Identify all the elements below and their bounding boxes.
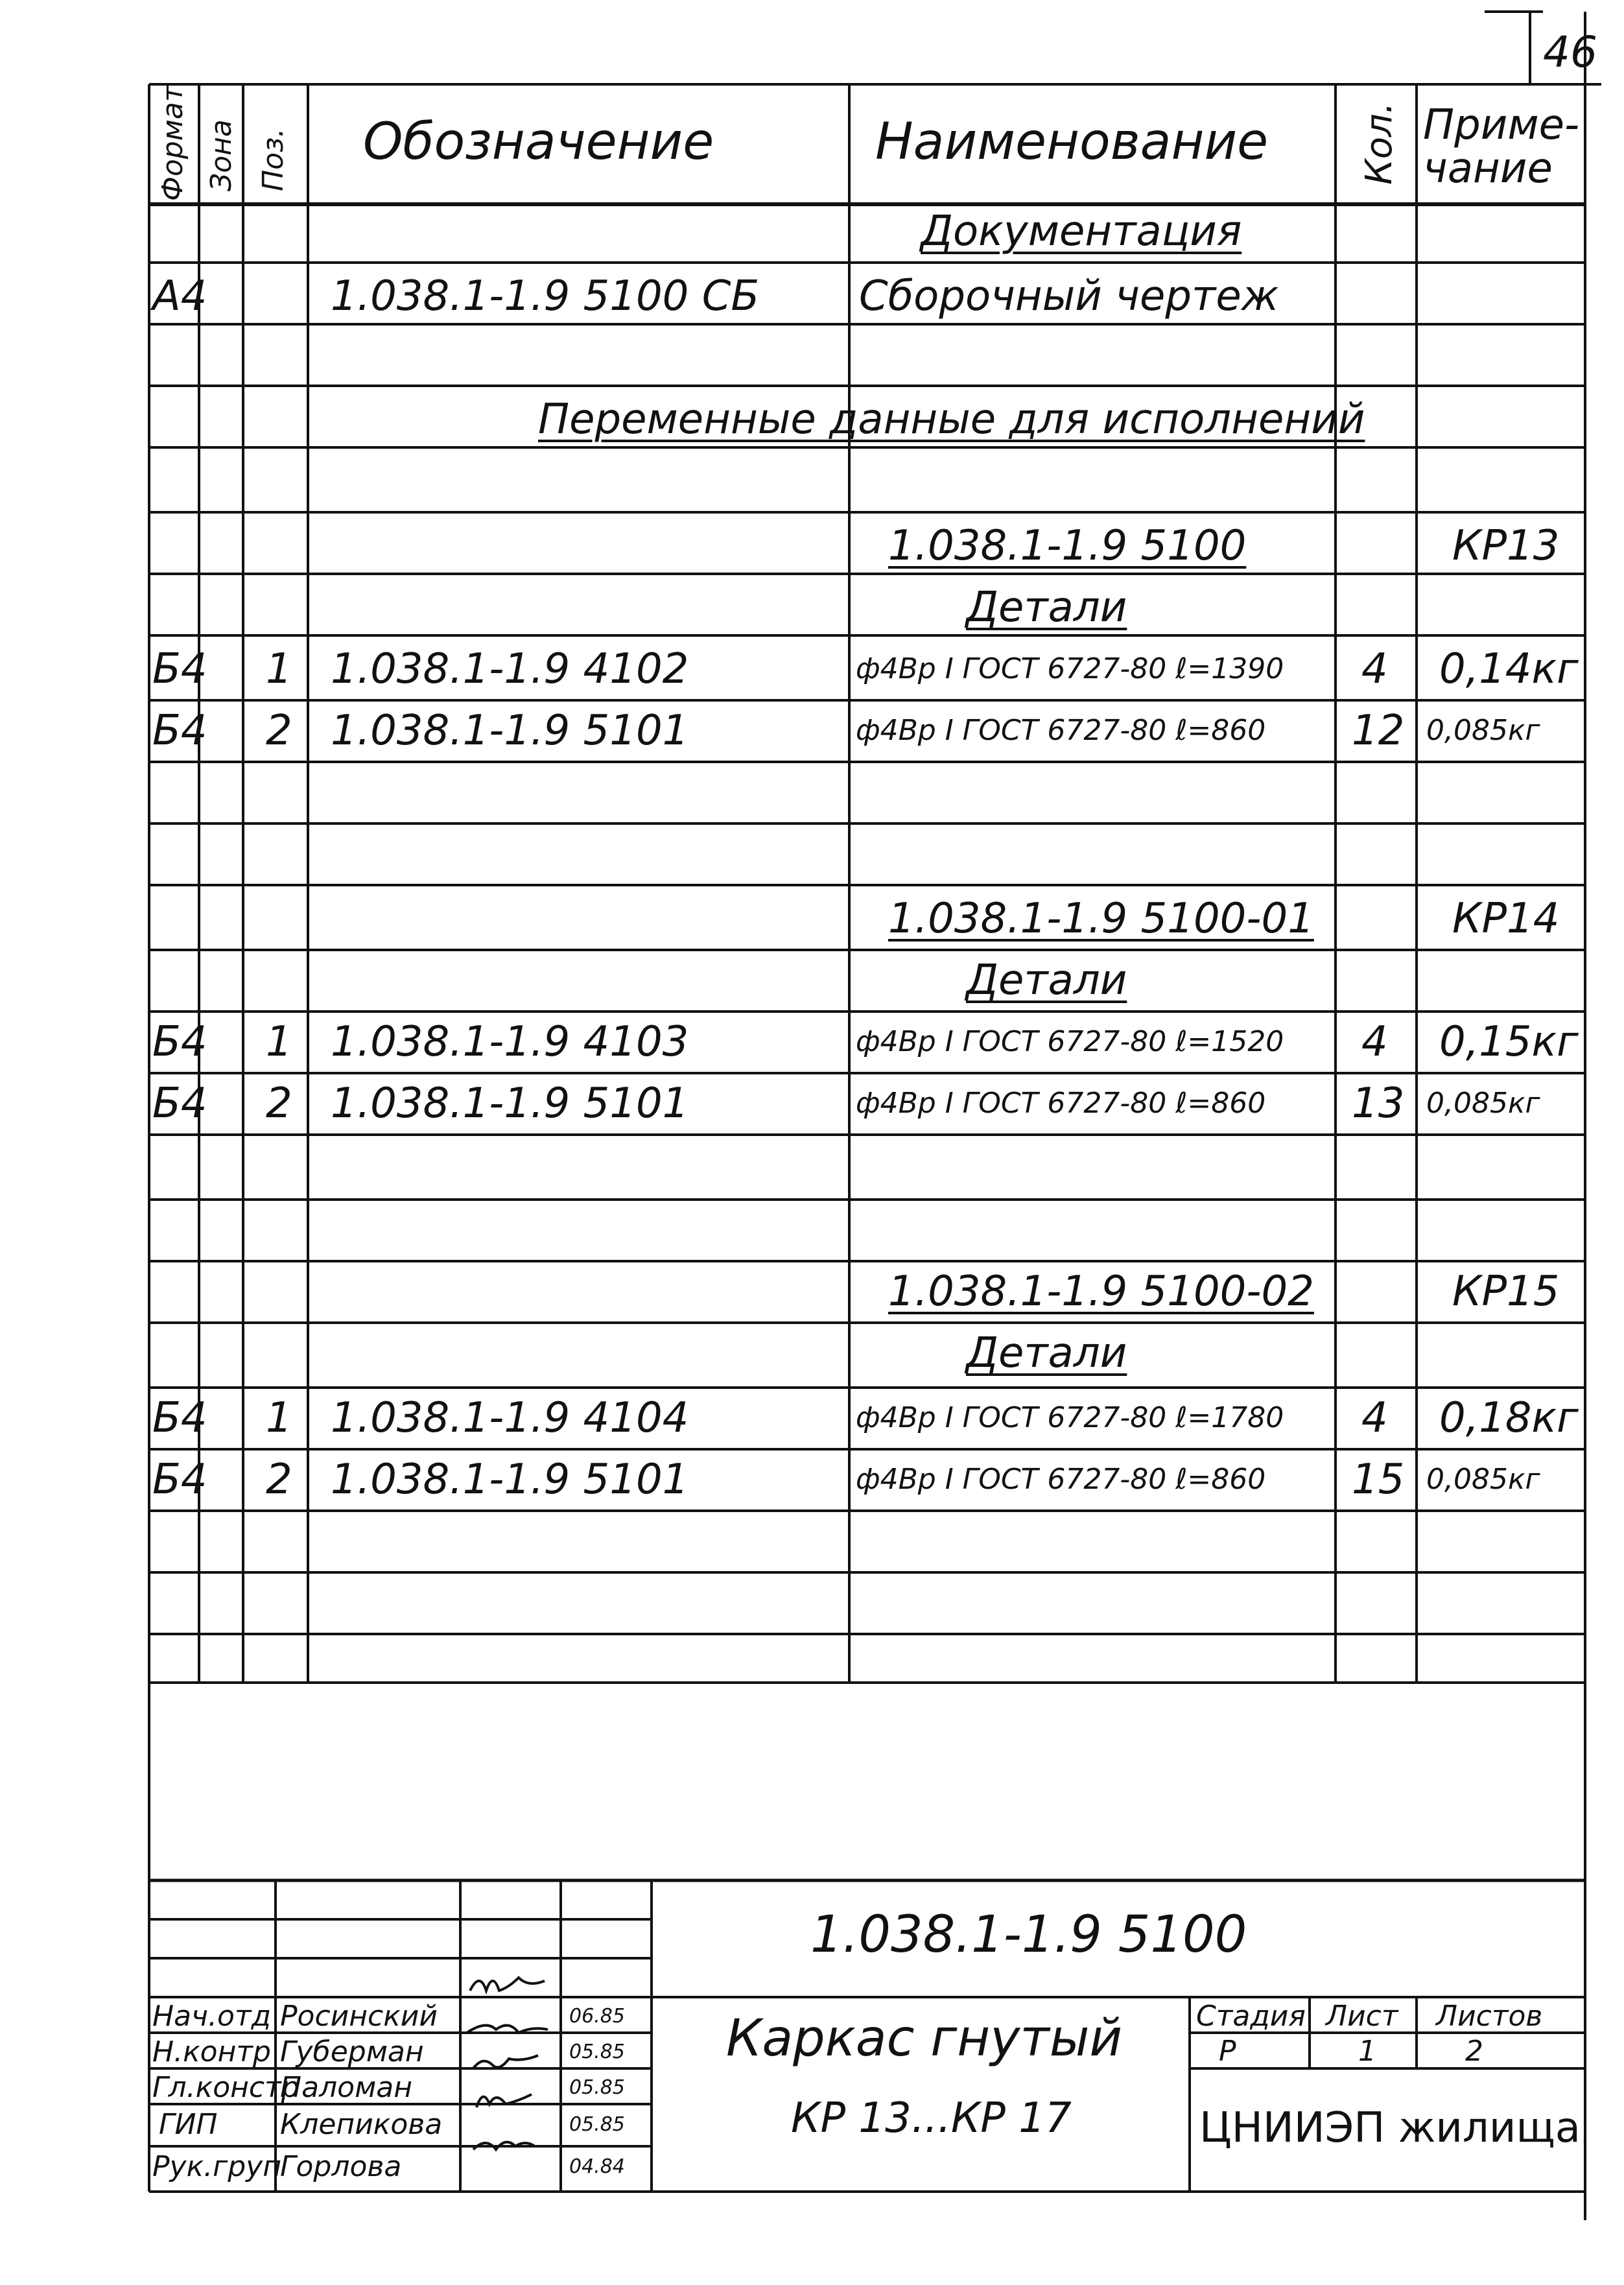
row-pos: 2 — [266, 707, 292, 755]
header-designation: Обозначение — [363, 113, 714, 171]
section-details: Детали — [966, 584, 1127, 632]
row-qty: 15 — [1352, 1456, 1405, 1504]
sheets-value: 2 — [1465, 2035, 1483, 2068]
row-pos: 1 — [266, 1394, 292, 1442]
signature-name: Горлова — [280, 2150, 402, 2183]
row-format: Б4 — [152, 1018, 207, 1066]
signature-date: 05.85 — [569, 2041, 625, 2063]
signature-role: Рук.груп — [152, 2150, 281, 2183]
signature-date: 06.85 — [569, 2005, 625, 2028]
variant-note: КР14 — [1452, 895, 1560, 943]
stage-label: Стадия — [1196, 2000, 1306, 2033]
header-name: Наименование — [875, 113, 1269, 171]
row-pos: 2 — [266, 1456, 292, 1504]
header-note: Приме- чание — [1423, 101, 1580, 193]
sheet-label: Лист — [1326, 2000, 1398, 2033]
header-format: Формат — [156, 85, 189, 201]
variant-code: 1.038.1-1.9 5100-01 — [888, 895, 1314, 943]
row-designation: 1.038.1-1.9 5101 — [331, 1456, 689, 1504]
section-details: Детали — [966, 1329, 1127, 1377]
header-pos: Поз. — [257, 128, 290, 191]
row-format: А4 — [152, 272, 207, 320]
row-name: ф4Вр I ГОСТ 6727-80 ℓ=860 — [856, 1087, 1266, 1120]
title-block-title: Каркас гнутый — [726, 2009, 1123, 2068]
row-format: Б4 — [152, 645, 207, 693]
signature-role: Нач.отд — [152, 2000, 272, 2033]
row-name: ф4Вр I ГОСТ 6727-80 ℓ=860 — [856, 1463, 1266, 1496]
signature-role: ГИП — [159, 2108, 218, 2141]
row-format: Б4 — [152, 1080, 207, 1128]
sheet-value: 1 — [1358, 2035, 1376, 2068]
row-name: ф4Вр I ГОСТ 6727-80 ℓ=1390 — [856, 652, 1284, 685]
row-qty: 4 — [1361, 1018, 1388, 1066]
row-pos: 2 — [266, 1080, 292, 1128]
row-name: ф4Вр I ГОСТ 6727-80 ℓ=1780 — [856, 1401, 1284, 1434]
sheets-label: Листов — [1436, 2000, 1543, 2033]
stage-value: Р — [1219, 2035, 1236, 2068]
row-designation: 1.038.1-1.9 5100 СБ — [331, 272, 760, 320]
section-variable-data: Переменные данные для исполнений — [538, 396, 1365, 444]
title-block-subtitle: КР 13...КР 17 — [791, 2094, 1072, 2142]
row-designation: 1.038.1-1.9 4104 — [331, 1394, 689, 1442]
row-format: Б4 — [152, 1456, 207, 1504]
sheet-number: 46 — [1543, 27, 1597, 77]
signature-name: Паломан — [280, 2071, 413, 2104]
row-designation: 1.038.1-1.9 5101 — [331, 707, 689, 755]
signature-date: 05.85 — [569, 2076, 625, 2099]
section-documentation: Документация — [921, 207, 1242, 255]
row-pos: 1 — [266, 645, 292, 693]
row-note: 0,085кг — [1426, 1463, 1540, 1496]
row-qty: 4 — [1361, 645, 1388, 693]
header-zone: Зона — [205, 119, 238, 191]
row-format: Б4 — [152, 707, 207, 755]
signature-role: Н.контр — [152, 2035, 271, 2068]
row-qty: 4 — [1361, 1394, 1388, 1442]
signature-name: Клепикова — [280, 2108, 443, 2141]
row-note: 0,18кг — [1439, 1394, 1579, 1442]
section-details: Детали — [966, 956, 1127, 1004]
signature-role: Гл.констр — [152, 2071, 300, 2104]
signature-date: 04.84 — [569, 2155, 625, 2178]
row-designation: 1.038.1-1.9 5101 — [331, 1080, 689, 1128]
row-designation: 1.038.1-1.9 4102 — [331, 645, 689, 693]
row-name: ф4Вр I ГОСТ 6727-80 ℓ=1520 — [856, 1025, 1284, 1058]
row-note: 0,14кг — [1439, 645, 1579, 693]
header-qty: Кол. — [1358, 102, 1400, 185]
organization-name: ЦНИИЭП жилища — [1199, 2104, 1581, 2152]
signature-scribbles — [464, 1961, 558, 2188]
row-pos: 1 — [266, 1018, 292, 1066]
title-block-doc-code: 1.038.1-1.9 5100 — [810, 1906, 1247, 1964]
row-note: 0,085кг — [1426, 714, 1540, 747]
row-qty: 12 — [1352, 707, 1405, 755]
row-name: Сборочный чертеж — [859, 272, 1279, 320]
variant-code: 1.038.1-1.9 5100 — [888, 522, 1247, 570]
row-note: 0,15кг — [1439, 1018, 1579, 1066]
row-format: Б4 — [152, 1394, 207, 1442]
variant-note: КР13 — [1452, 522, 1560, 570]
signature-name: Росинский — [280, 2000, 438, 2033]
row-designation: 1.038.1-1.9 4103 — [331, 1018, 689, 1066]
row-qty: 13 — [1352, 1080, 1405, 1128]
variant-code: 1.038.1-1.9 5100-02 — [888, 1268, 1314, 1316]
row-note: 0,085кг — [1426, 1087, 1540, 1120]
signature-date: 05.85 — [569, 2113, 625, 2136]
signature-name: Губерман — [280, 2035, 424, 2068]
row-name: ф4Вр I ГОСТ 6727-80 ℓ=860 — [856, 714, 1266, 747]
variant-note: КР15 — [1452, 1268, 1560, 1316]
